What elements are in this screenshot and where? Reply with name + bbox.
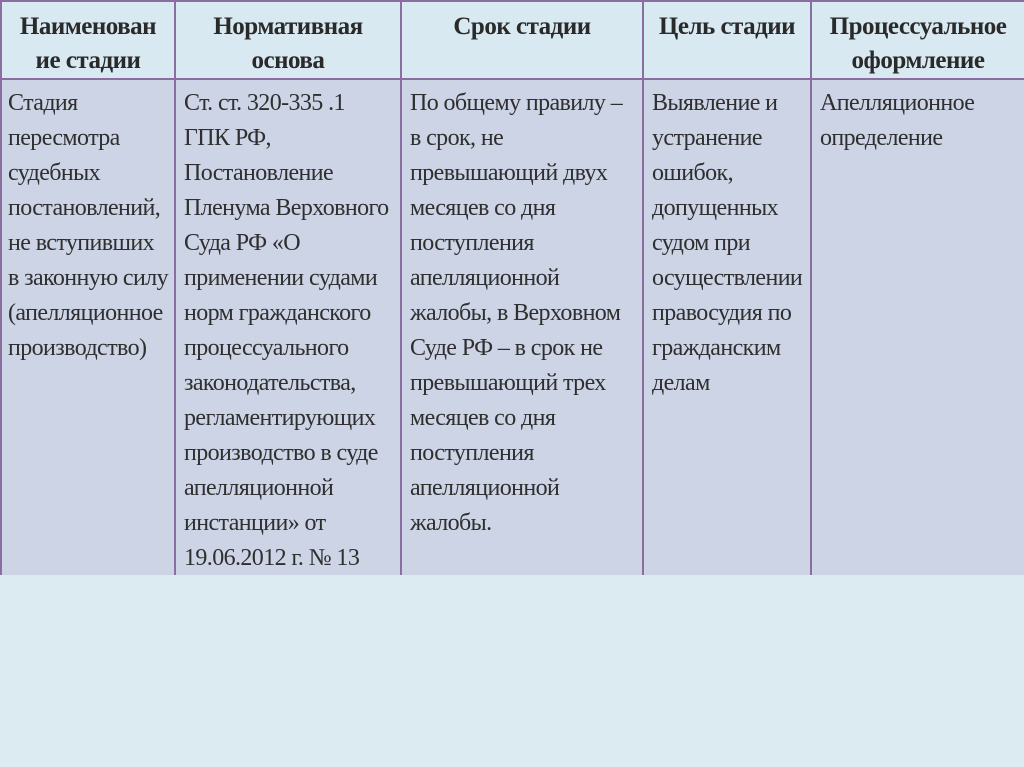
cell-line: устранение	[652, 125, 762, 151]
cell-line: Суда РФ «О	[184, 230, 300, 256]
cell-line: месяцев со дня	[410, 195, 556, 221]
cell-line: Пленума Верховного	[184, 195, 389, 221]
header-stage-name	[1, 1, 175, 79]
cell-line: пересмотра	[8, 125, 120, 151]
header-procedural-form-line: оформление	[851, 47, 985, 74]
cell-line: процессуального	[184, 335, 349, 361]
header-procedural-form	[811, 1, 1024, 79]
cell-line: апелляционной	[184, 475, 334, 501]
header-stage-goal	[643, 1, 811, 79]
table-row	[1, 79, 1024, 575]
cell-line: апелляционной	[410, 265, 560, 291]
cell-line: 19.06.2012 г. № 13	[184, 545, 360, 571]
cell-line: поступления	[410, 440, 534, 466]
cell-line: Выявление и	[652, 90, 778, 116]
cell-line: определение	[820, 125, 943, 151]
cell-stage-name	[1, 79, 175, 575]
cell-stage-term	[401, 79, 643, 575]
header-stage-name-line: Наименован	[19, 13, 157, 40]
header-legal-basis-line: Нормативная	[213, 13, 363, 40]
cell-line: правосудия по	[652, 300, 792, 326]
cell-line: в законную силу	[8, 265, 168, 291]
cell-line: Суде РФ – в срок не	[410, 335, 603, 361]
cell-line: инстанции» от	[184, 510, 326, 536]
cell-line: производство)	[8, 335, 147, 361]
cell-line: (апелляционное	[8, 300, 163, 326]
cell-line: в срок, не	[410, 125, 504, 151]
cell-line: производство в суде	[184, 440, 378, 466]
header-procedural-form-line: Процессуальное	[829, 13, 1007, 40]
header-legal-basis	[175, 1, 401, 79]
table-header-row	[1, 1, 1024, 79]
header-stage-goal-line: Цель стадии	[658, 13, 796, 40]
cell-line: делам	[652, 370, 710, 396]
cell-line: месяцев со дня	[410, 405, 556, 431]
cell-line: жалобы.	[410, 510, 492, 536]
cell-line: поступления	[410, 230, 534, 256]
cell-line: ошибок,	[652, 160, 733, 186]
cell-legal-basis	[175, 79, 401, 575]
cell-line: ГПК РФ,	[184, 125, 271, 151]
header-stage-name-line: ие стадии	[35, 47, 141, 74]
cell-line: осуществлении	[652, 265, 803, 291]
cell-line: По общему правилу –	[410, 90, 623, 116]
cell-line: судом при	[652, 230, 751, 256]
cell-stage-goal	[643, 79, 811, 575]
cell-procedural-form	[811, 79, 1024, 575]
cell-line: судебных	[8, 160, 101, 186]
cell-line: Постановление	[184, 160, 334, 186]
cell-line: постановлений,	[8, 195, 161, 221]
cell-line: регламентирующих	[184, 405, 376, 431]
cell-line: Ст. ст. 320-335 .1	[184, 90, 345, 116]
cell-line: не вступивших	[8, 230, 155, 256]
cell-line: превышающий двух	[410, 160, 608, 186]
cell-line: жалобы, в Верховном	[410, 300, 621, 326]
header-stage-term-line: Срок стадии	[453, 13, 591, 40]
cell-line: гражданским	[652, 335, 781, 361]
cell-line: Апелляционное	[820, 90, 975, 116]
cell-line: Стадия	[8, 90, 78, 116]
cell-line: применении судами	[184, 265, 378, 291]
header-stage-term	[401, 1, 643, 79]
header-legal-basis-line: основа	[251, 47, 325, 74]
cell-line: апелляционной	[410, 475, 560, 501]
cell-line: допущенных	[652, 195, 779, 221]
cell-line: законодательства,	[184, 370, 356, 396]
cell-line: превышающий трех	[410, 370, 606, 396]
empty-slide-area	[0, 575, 1024, 767]
cell-line: норм гражданского	[184, 300, 371, 326]
